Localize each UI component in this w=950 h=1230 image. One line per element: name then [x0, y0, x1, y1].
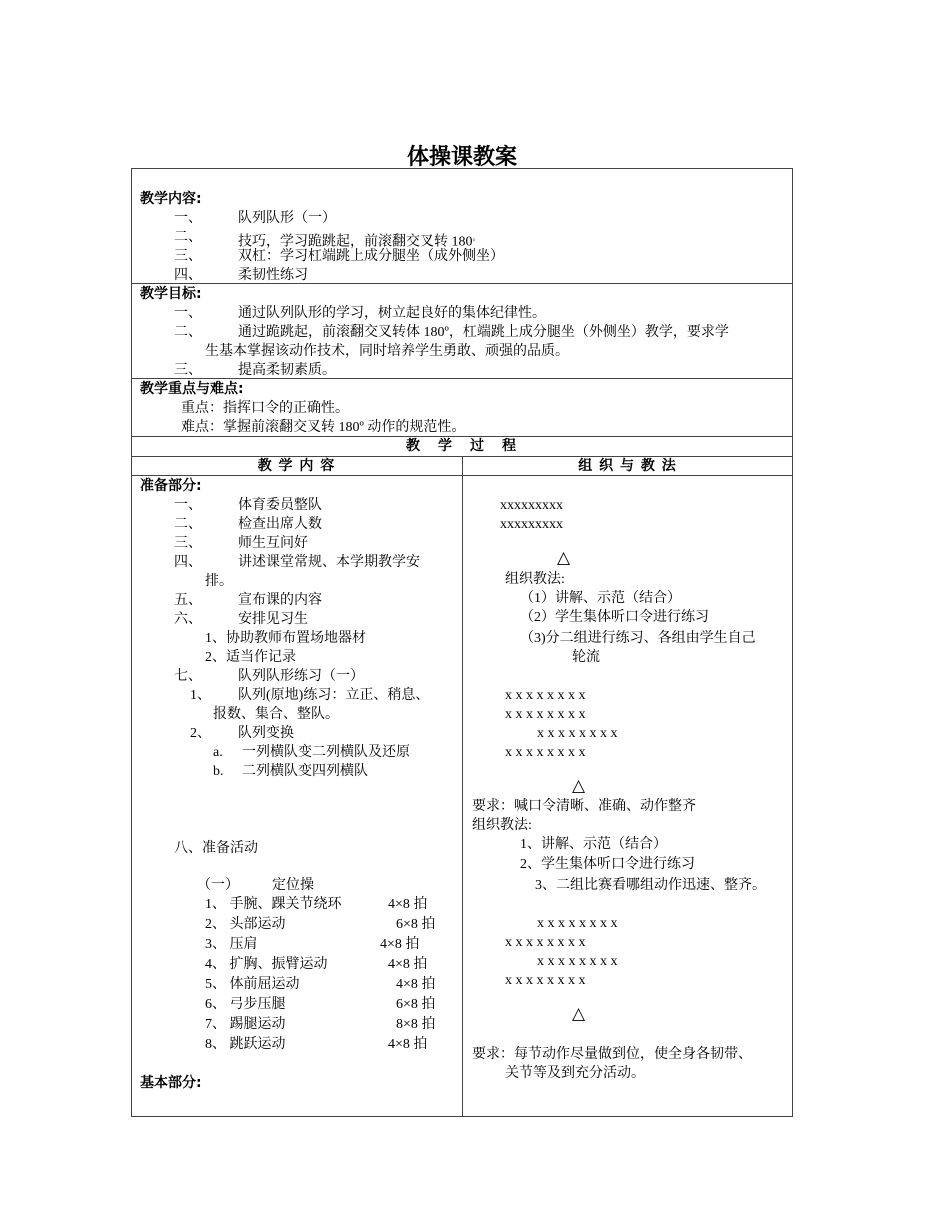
goal-item-num: 一、: [174, 306, 202, 321]
prep-item-num: 四、: [174, 555, 202, 570]
prep-item-num: 五、: [174, 593, 202, 608]
exercise-count: 4×8 拍: [380, 937, 420, 952]
formation-row: xxxxxxxxx: [500, 498, 563, 513]
method-step: （3)分二组进行练习、各组由学生自己: [520, 631, 756, 646]
exercise-count: 4×8 拍: [388, 1037, 428, 1052]
prep-heading: 准备部分:: [140, 478, 202, 494]
difficulty-point: 难点：掌握前滚翻交叉转 180º 动作的规范性。: [181, 420, 466, 435]
content-item-num: 一、: [174, 211, 202, 226]
prep-item-text: 师生互问好: [238, 536, 308, 551]
teacher-triangle-icon: △: [572, 776, 586, 795]
method-label: 组织教法:: [472, 818, 532, 833]
formation-row: x x x x x x x x: [537, 916, 618, 931]
formation-row: x x x x x x x x: [505, 745, 586, 760]
content-item-text: 双杠：学习杠端跳上成分腿坐（成外侧坐）: [238, 249, 504, 264]
focus-point: 重点：指挥口令的正确性。: [181, 401, 349, 416]
content-item-num: 三、: [174, 249, 202, 264]
drill-continuation: 报数、集合、整队。: [213, 707, 339, 722]
content-item-text: 柔韧性练习: [238, 268, 308, 283]
prep-item-text: 队列队形练习（一）: [238, 669, 364, 684]
method-label: 组织教法:: [505, 572, 565, 587]
drill-num: 1、: [190, 688, 211, 703]
method-step: 2、学生集体听口令进行练习: [520, 857, 695, 872]
formation-row: x x x x x x x x: [537, 726, 618, 741]
content-item-num: 二、: [174, 230, 202, 245]
formation-row: x x x x x x x x: [537, 954, 618, 969]
column-header-content: 教 学 内 容: [257, 458, 336, 474]
formation-row: xxxxxxxxx: [500, 517, 563, 532]
content-item-num: 四、: [174, 268, 202, 283]
drill-text: 队列变换: [238, 726, 294, 741]
formation-row: x x x x x x x x: [505, 707, 586, 722]
exercise-name: 3、 压肩: [205, 937, 258, 952]
exercise-count: 6×8 拍: [396, 997, 436, 1012]
exercise-name: 1、 手腕、踝关节绕环: [205, 897, 342, 912]
process-title: 教 学 过 程: [406, 438, 518, 454]
requirement: 要求：喊口令清晰、准确、动作整齐: [472, 799, 696, 814]
goal-item-num: 三、: [174, 363, 202, 378]
calisthenics-num: （一）: [197, 878, 239, 893]
method-step: 1、讲解、示范（结合）: [520, 837, 667, 852]
prep-item-num: 二、: [174, 517, 202, 532]
goals-heading: 教学目标:: [140, 286, 202, 302]
prep-item-text: 体育委员整队: [238, 498, 322, 513]
goal-item-num: 二、: [174, 325, 202, 340]
exercise-count: 4×8 拍: [388, 897, 428, 912]
method-step: （1）讲解、示范（结合）: [520, 591, 681, 606]
goal-item-continuation: 生基本掌握该动作技术，同时培养学生勇敢、顽强的品质。: [205, 344, 569, 359]
requirement-continuation: 关节等及到充分活动。: [505, 1066, 645, 1081]
formation-change-num: a.: [213, 745, 223, 760]
exercise-name: 2、 头部运动: [205, 917, 286, 932]
formation-row: x x x x x x x x: [505, 973, 586, 988]
formation-change-text: 二列横队变四列横队: [242, 764, 368, 779]
content-item-text: 队列队形（一）: [238, 211, 336, 226]
prep-item-text: 宣布课的内容: [238, 593, 322, 608]
exercise-name: 8、 跳跃运动: [205, 1037, 286, 1052]
formation-row: x x x x x x x x: [505, 688, 586, 703]
goal-item-text: 提高柔韧素质。: [238, 363, 336, 378]
content-heading: 教学内容:: [140, 191, 202, 207]
exercise-count: 8×8 拍: [396, 1017, 436, 1032]
warmup-heading: 八、准备活动: [174, 841, 258, 856]
formation-change-num: b.: [213, 764, 224, 779]
formation-row: x x x x x x x x: [505, 935, 586, 950]
prep-item-num: 七、: [174, 669, 202, 684]
prep-item-num: 一、: [174, 498, 202, 513]
requirement: 要求：每节动作尽量做到位，使全身各韧带、: [472, 1047, 752, 1062]
column-divider: [462, 456, 463, 1117]
method-step: 3、二组比赛看哪组动作迅速、整齐。: [535, 878, 766, 893]
basic-heading: 基本部分:: [140, 1075, 202, 1091]
keypoints-heading: 教学重点与难点:: [140, 381, 244, 397]
page-title: 体操课教案: [406, 145, 517, 170]
sub-item: 1、协助教师布置场地器材: [205, 631, 366, 646]
drill-text: 队列(原地)练习：立正、稍息、: [238, 688, 430, 703]
prep-item-text: 讲述课堂常规、本学期教学安: [238, 555, 420, 570]
divider-keypoints: [131, 378, 793, 379]
degree-mark: 。: [472, 233, 481, 242]
divider-goals: [131, 283, 793, 284]
teacher-triangle-icon: △: [557, 548, 571, 567]
exercise-count: 4×8 拍: [388, 957, 428, 972]
prep-item-text: 安排见习生: [238, 612, 308, 627]
prep-item-num: 三、: [174, 536, 202, 551]
prep-item-num: 六、: [174, 612, 202, 627]
content-item-text-main: 技巧，学习跪跳起，前滚翻交叉转 180: [238, 234, 473, 250]
exercise-name: 4、 扩胸、振臂运动: [205, 957, 328, 972]
teacher-triangle-icon: △: [572, 1004, 586, 1023]
calisthenics-title: 定位操: [272, 878, 314, 893]
method-step-continuation: 轮流: [572, 650, 600, 665]
exercise-name: 7、 踢腿运动: [205, 1017, 286, 1032]
sub-item: 2、适当作记录: [205, 650, 296, 665]
exercise-name: 6、 弓步压腿: [205, 997, 286, 1012]
drill-num: 2、: [190, 726, 211, 741]
formation-change-text: 一列横队变二列横队及还原: [242, 745, 410, 760]
prep-item-text: 检查出席人数: [238, 517, 322, 532]
exercise-count: 6×8 拍: [396, 917, 436, 932]
prep-item-continuation: 排。: [205, 574, 233, 589]
goal-item-text: 通过队列队形的学习，树立起良好的集体纪律性。: [238, 306, 546, 321]
exercise-name: 5、 体前屈运动: [205, 977, 300, 992]
column-header-method: 组 织 与 教 法: [578, 458, 677, 474]
exercise-count: 4×8 拍: [396, 977, 436, 992]
method-step: （2）学生集体听口令进行练习: [520, 610, 709, 625]
goal-item-text: 通过跪跳起，前滚翻交叉转体 180º，杠端跳上成分腿坐（外侧坐）教学，要求学: [238, 325, 729, 340]
